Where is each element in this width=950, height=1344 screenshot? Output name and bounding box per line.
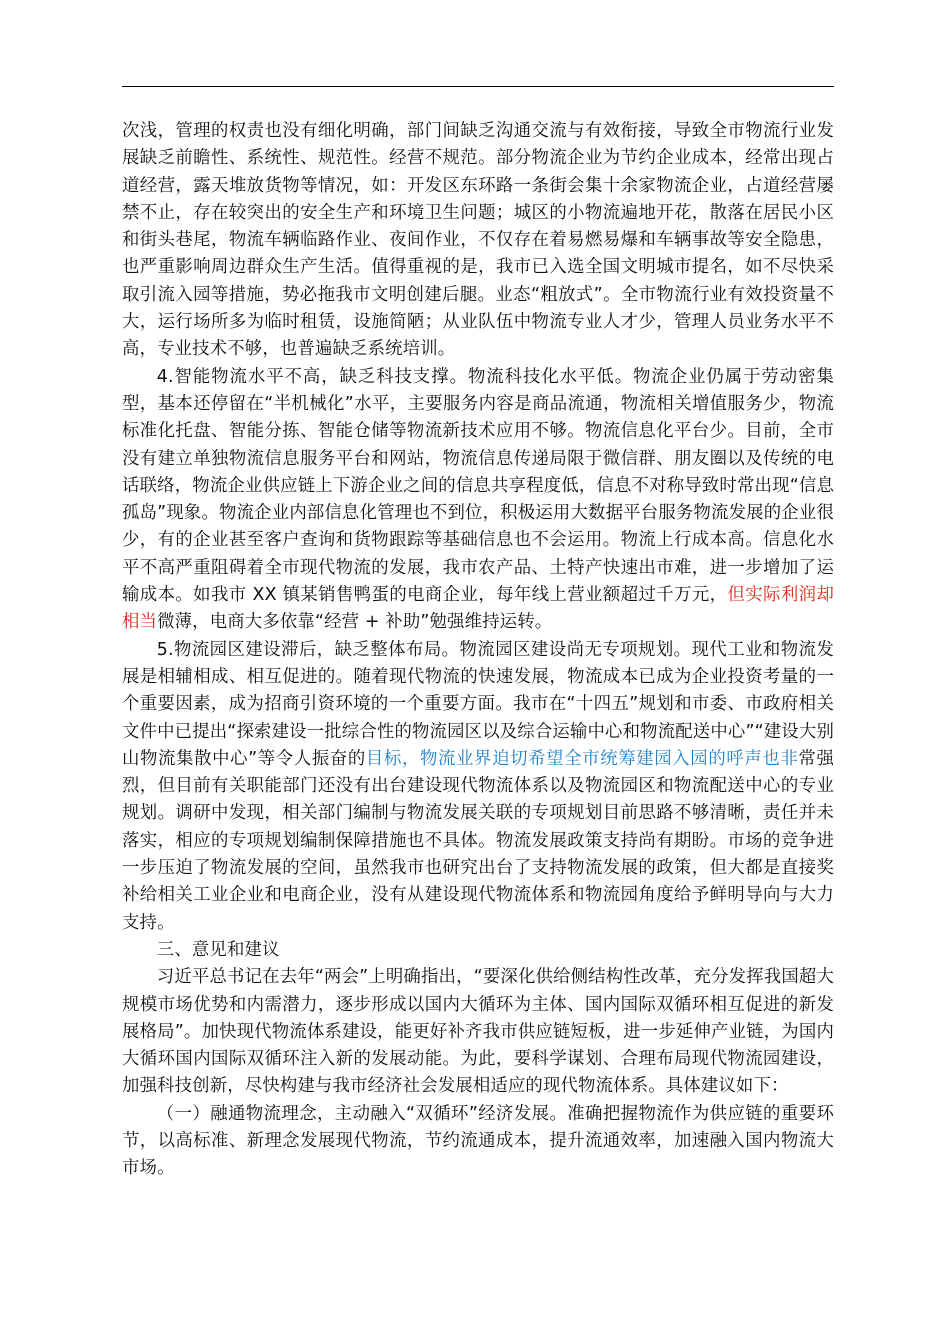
paragraph-3 <box>122 637 834 937</box>
section-heading: 三、意见和建议 <box>156 939 280 960</box>
paragraph-2-text-before: 4.智能物流水平不高，缺乏科技支撑。物流科技化水平低。物流企业仍属于劳动密集型，基本还停留在“半机械化”水平，主要服务内容是商品流通，物流相关增值服务少，物流标准化托盘、智能分拣、智能仓储等物流新技术应用不够。物流信息化平台少。目前，全市没有建立单独物流信息服务平台和网站，物流信息传递局限于微信群、朋友圈以及传统的电话联络，物流企业供应链上下游企业之间的信息共享程度低，信息不对称导致时常出现“信息孤岛”现象。物流企业内部信息化管理也不到位，积极运用大数据平台服务物流发展的企业很少，有的企业甚至客户查询和货物跟踪等基础信息也不会运用。物流上行成本高。信息化水平不高严重阻碍着全市现代物流的发展，我市农产品、土特产快速出市难，进一步增加了运输成本。如我市 XX 镇某销售鸭蛋的电商企业，每年线上营业额超过千万元， <box>122 366 834 606</box>
paragraph-3-text-before: 5.物流园区建设滞后，缺乏整体布局。物流园区建设尚无专项规划。现代工业和物流发展是相辅相成、相互促进的。随着现代物流的快速发展，物流成本已成为企业投资考量的一个重要因素，成为招商引资环境的一个重要方面。我市在“十四五”规划和市委、市政府相关文件中已提出“探索建设一批综合性的物流园区以及综合运输中心和物流配送中心”“建设大别山物流集散中心”等令人振奋的 <box>122 639 834 769</box>
paragraph-3-text-after: 常强烈，但目前有关职能部门还没有出台建设现代物流体系以及物流园区和物流配送中心的专业规划。调研中发现，相关部门编制与物流发展关联的专项规划目前思路不够清晰，责任并未落实，相应的专项规划编制保障措施也不具体。物流发展政策支持尚有期盼。市场的竞争进一步压迫了物流发展的空间，虽然我市也研究出台了支持物流发展的政策，但大都是直接奖补给相关工业企业和电商企业，没有从建设现代物流体系和物流园角度给予鲜明导向与大力支持。 <box>122 748 834 933</box>
paragraph-2 <box>122 364 834 637</box>
document-body <box>122 118 834 1183</box>
header-rule <box>122 86 834 87</box>
paragraph-1: 次浅，管理的权责也没有细化明确，部门间缺乏沟通交流与有效衔接，导致全市物流行业发展缺乏前瞻性、系统性、规范性。经营不规范。部分物流企业为节约企业成本，经常出现占道经营，露天堆放货物等情况，如：开发区东环路一条街会集十余家物流企业，占道经营屡禁不止，存在较突出的安全生产和环境卫生问题；城区的小物流遍地开花，散落在居民小区和街头巷尾，物流车辆临路作业、夜间作业，不仅存在着易燃易爆和车辆事故等安全隐患，也严重影响周边群众生产生活。值得重视的是，我市已入选全国文明城市提名，如不尽快采取引流入园等措施，势必拖我市文明创建后腿。业态“粗放式”。全市物流行业有效投资量不大，运行场所多为临时租赁，设施简陋；从业队伍中物流专业人才少，管理人员业务水平不高，专业技术不够，也普遍缺乏系统培训。 <box>122 121 834 360</box>
paragraph-2-text-after: 微薄，电商大多依靠“经营 + 补助”勉强维持运转。 <box>157 612 553 633</box>
paragraph-2-highlight: 但实际利润却相当 <box>122 585 834 633</box>
paragraph-5: （一）融通物流理念，主动融入“双循环”经济发展。准确把握物流作为供应链的重要环节，以高标准、新理念发展现代物流，节约流通成本，提升流通效率，加速融入国内物流大市场。 <box>122 1103 834 1179</box>
paragraph-4: 习近平总书记在去年“两会”上明确指出，“要深化供给侧结构性改革，充分发挥我国超大规模市场优势和内需潜力，逐步形成以国内大循环为主体、国内国际双循环相互促进的新发展格局”。加快现代物流体系建设，能更好补齐我市供应链短板，进一步延伸产业链，为国内大循环国内国际双循环注入新的发展动能。为此，要科学谋划、合理布局现代物流园建设，加强科技创新，尽快构建与我市经济社会发展相适应的现代物流体系。具体建议如下： <box>122 967 834 1097</box>
paragraph-3-highlight: 目标，物流业界迫切希望全市统筹建园入园的呼声也非 <box>365 748 799 769</box>
